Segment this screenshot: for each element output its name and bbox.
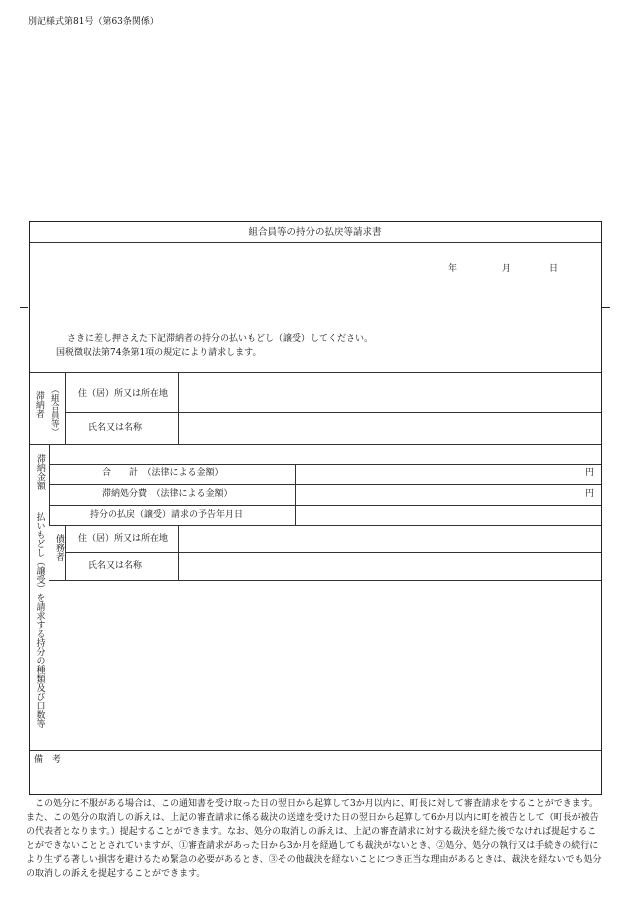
appeal-notice: この処分に不服がある場合は、この通知書を受け取った日の翌日から起算して3か月以内に、町長に対して審査請求をすることができます。また、この処分の取消しの訴えは、上記の審査請求に係る裁決の送達を受けた日の翌日から起算して6か月以内に町を被告として（町長が被告の代表者となります。）提起することができます。なお、処分の取消しの訴えは、上記の審査請求に対する裁決を経た後でなければ提起することができないこととされていますが、①審査請求があった日から3か月を経過しても裁決がないとき、②処分、処分の執行又は手続きの続行により生ずる著しい損害を避けるため緊急の必要があるとき、③その他裁決を経ないことにつき正当な理由があるときは、裁決を経ないでも処分の取消しの訴えを提起することができます。 bbox=[26, 799, 602, 879]
remarks-label: 備 考 bbox=[34, 755, 62, 765]
request-line-2: 国税徴収法第74条第1項の規定により請求します。 bbox=[56, 348, 262, 358]
request-line-1: さきに差し押さえた下記滞納者の持分の払いもどし（譲受）してください。 bbox=[67, 334, 374, 344]
total-label: 合 計 （法律による金額） bbox=[102, 468, 224, 478]
vline bbox=[295, 464, 296, 525]
date-month-label: 月 bbox=[502, 264, 512, 274]
section-divider-delinquent bbox=[30, 372, 601, 373]
refund-label: 払いもどし（譲受）を請求する持分の種類及び口数等 bbox=[34, 512, 45, 728]
hline bbox=[65, 552, 601, 553]
title-divider bbox=[30, 242, 601, 243]
request-form bbox=[29, 221, 602, 795]
edge-mark-left bbox=[20, 307, 28, 308]
delinquent-sub-label: （組合員等） bbox=[49, 385, 60, 436]
total-yen-unit: 円 bbox=[585, 468, 595, 478]
section-divider-remarks bbox=[30, 750, 601, 751]
form-title: 組合員等の持分の払戻等請求書 bbox=[248, 227, 382, 238]
hline bbox=[65, 412, 601, 413]
section-divider-arrears bbox=[30, 444, 601, 445]
form-number-note: 別記様式第81号（第63条関係） bbox=[28, 17, 159, 27]
hline bbox=[49, 580, 601, 581]
edge-mark-right bbox=[602, 307, 610, 308]
hline bbox=[49, 484, 601, 485]
arrears-label: 滞納金額 bbox=[34, 454, 45, 490]
notice-date-label: 持分の払戻（譲受）請求の予告年月日 bbox=[90, 510, 244, 520]
delinquent-name-label: 氏名又は名称 bbox=[88, 423, 143, 433]
debtor-address-label: 住（居）所又は所在地 bbox=[78, 534, 169, 544]
date-day-label: 日 bbox=[549, 264, 559, 274]
hline bbox=[49, 505, 601, 506]
hline bbox=[49, 525, 601, 526]
vline bbox=[178, 372, 179, 444]
delinquent-address-label: 住（居）所又は所在地 bbox=[78, 389, 169, 399]
vline bbox=[65, 372, 66, 444]
hline bbox=[49, 464, 601, 465]
debtor-name-label: 氏名又は名称 bbox=[88, 561, 143, 571]
date-year-label: 年 bbox=[448, 264, 458, 274]
delinquent-label: 滞納者 bbox=[33, 391, 44, 418]
disposal-fee-yen-unit: 円 bbox=[585, 489, 595, 499]
disposal-fee-label: 滞納処分費 （法律による金額） bbox=[102, 489, 233, 499]
debtor-label: 債務者 bbox=[53, 534, 64, 561]
